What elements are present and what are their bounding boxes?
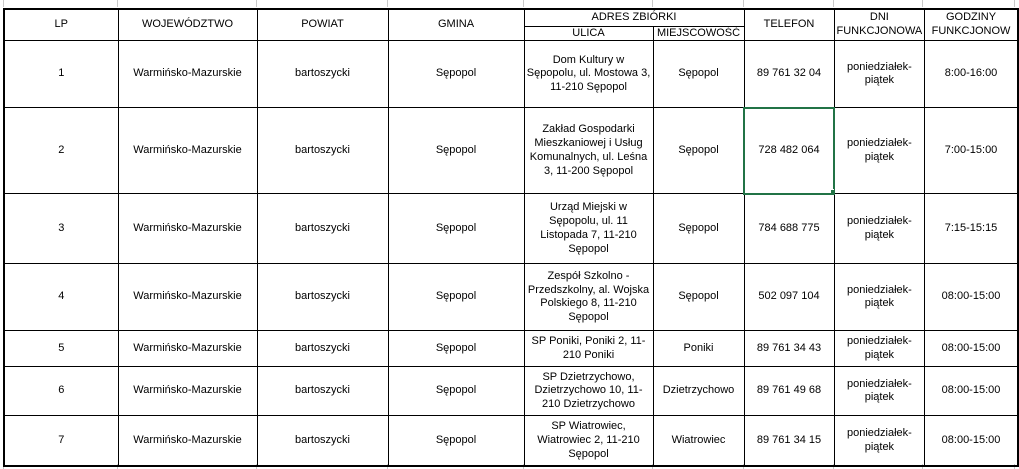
cell-miejscowosc[interactable]: Dzietrzychowo	[653, 367, 744, 416]
table-row	[4, 416, 1018, 466]
cell-miejscowosc[interactable]: Wiatrowiec	[653, 416, 744, 466]
cell-dni[interactable]: poniedziałek-piątek	[834, 367, 925, 416]
cell-ulica[interactable]: SP Poniki, Poniki 2, 11-210 Poniki	[524, 331, 653, 367]
cell-dni[interactable]: poniedziałek-piątek	[834, 108, 925, 194]
cell-powiat[interactable]: bartoszycki	[257, 264, 388, 331]
table-row	[4, 331, 1018, 367]
header-powiat[interactable]: POWIAT	[257, 9, 388, 41]
cell-lp[interactable]: 7	[4, 416, 118, 466]
cell-ulica[interactable]: SP Wiatrowiec, Wiatrowiec 2, 11-210 Sępopol	[524, 416, 653, 466]
header-miejscowosc[interactable]: MIEJSCOWOŚĆ	[653, 26, 744, 41]
cell-ulica[interactable]: Zakład Gospodarki Mieszkaniowej i Usług Komunalnych, ul. Leśna 3, 11-200 Sępopol	[524, 108, 653, 194]
cell-ulica[interactable]: Urząd Miejski w Sępopolu, ul. 11 Listopada 7, 11-210 Sępopol	[524, 194, 653, 264]
cell-wojewodztwo[interactable]: Warmińsko-Mazurskie	[118, 41, 257, 108]
cell-gmina[interactable]: Sępopol	[388, 331, 524, 367]
cell-dni[interactable]: poniedziałek-piątek	[834, 331, 925, 367]
cell-lp[interactable]: 3	[4, 194, 118, 264]
cell-godziny[interactable]: 08:00-15:00	[925, 264, 1018, 331]
cell-ulica[interactable]: Dom Kultury w Sępopolu, ul. Mostowa 3, 11-210 Sępopol	[524, 41, 653, 108]
cell-godziny[interactable]: 7:15-15:15	[925, 194, 1018, 264]
header-row	[4, 9, 1018, 26]
cell-lp[interactable]: 6	[4, 367, 118, 416]
cell-lp[interactable]: 1	[4, 41, 118, 108]
cell-telefon[interactable]: 89 761 49 68	[744, 367, 834, 416]
table-row	[4, 41, 1018, 108]
cell-wojewodztwo[interactable]: Warmińsko-Mazurskie	[118, 264, 257, 331]
cell-gmina[interactable]: Sępopol	[388, 194, 524, 264]
header-gmina[interactable]: GMINA	[388, 9, 524, 41]
selected-cell-value: 728 482 064	[758, 143, 820, 156]
header-lp[interactable]: LP	[4, 9, 118, 41]
cell-telefon[interactable]: 89 761 34 43	[744, 331, 834, 367]
gridline-stubs-top	[0, 0, 1016, 7]
cell-miejscowosc[interactable]: Sępopol	[653, 108, 744, 194]
header-telefon[interactable]: TELEFON	[744, 9, 834, 41]
selection-fill-handle[interactable]	[830, 189, 835, 194]
cell-miejscowosc[interactable]: Poniki	[653, 331, 744, 367]
cell-godziny[interactable]: 8:00-16:00	[925, 41, 1018, 108]
cell-wojewodztwo[interactable]: Warmińsko-Mazurskie	[118, 331, 257, 367]
cell-powiat[interactable]: bartoszycki	[257, 108, 388, 194]
cell-lp[interactable]: 5	[4, 331, 118, 367]
cell-powiat[interactable]: bartoszycki	[257, 416, 388, 466]
cell-telefon[interactable]: 502 097 104	[744, 264, 834, 331]
cell-gmina[interactable]: Sępopol	[388, 264, 524, 331]
cell-powiat[interactable]: bartoszycki	[257, 194, 388, 264]
cell-telefon[interactable]: 89 761 34 15	[744, 416, 834, 466]
table-row	[4, 194, 1018, 264]
cell-gmina[interactable]: Sępopol	[388, 41, 524, 108]
cell-powiat[interactable]: bartoszycki	[257, 331, 388, 367]
header-ulica[interactable]: ULICA	[524, 26, 653, 41]
cell-godziny[interactable]: 08:00-15:00	[925, 367, 1018, 416]
cell-godziny[interactable]: 08:00-15:00	[925, 416, 1018, 466]
cell-miejscowosc[interactable]: Sępopol	[653, 41, 744, 108]
cell-gmina[interactable]: Sępopol	[388, 367, 524, 416]
cell-godziny[interactable]: 7:00-15:00	[925, 108, 1018, 194]
table-row	[4, 108, 1018, 194]
cell-wojewodztwo[interactable]: Warmińsko-Mazurskie	[118, 108, 257, 194]
collection-points-table	[3, 8, 1019, 467]
cell-dni[interactable]: poniedziałek-piątek	[834, 194, 925, 264]
cell-wojewodztwo[interactable]: Warmińsko-Mazurskie	[118, 367, 257, 416]
selected-cell-telefon[interactable]	[744, 108, 834, 194]
cell-miejscowosc[interactable]: Sępopol	[653, 264, 744, 331]
cell-wojewodztwo[interactable]: Warmińsko-Mazurskie	[118, 194, 257, 264]
header-dni-funkcjonowania[interactable]: DNI FUNKCJONOWA	[834, 9, 925, 41]
table-row	[4, 264, 1018, 331]
cell-powiat[interactable]: bartoszycki	[257, 41, 388, 108]
cell-godziny[interactable]: 08:00-15:00	[925, 331, 1018, 367]
cell-powiat[interactable]: bartoszycki	[257, 367, 388, 416]
table-row	[4, 367, 1018, 416]
cell-gmina[interactable]: Sępopol	[388, 416, 524, 466]
header-wojewodztwo[interactable]: WOJEWÓDZTWO	[118, 9, 257, 41]
header-godziny-funkcjonowania[interactable]: GODZINY FUNKCJONOW	[925, 9, 1018, 41]
cell-dni[interactable]: poniedziałek-piątek	[834, 264, 925, 331]
header-adres-zbiorki[interactable]: ADRES ZBIÓRKI	[524, 9, 744, 26]
cell-dni[interactable]: poniedziałek-piątek	[834, 41, 925, 108]
cell-telefon[interactable]: 89 761 32 04	[744, 41, 834, 108]
cell-gmina[interactable]: Sępopol	[388, 108, 524, 194]
cell-lp[interactable]: 2	[4, 108, 118, 194]
cell-ulica[interactable]: SP Dzietrzychowo, Dzietrzychowo 10, 11-210 Dzietrzychowo	[524, 367, 653, 416]
cell-miejscowosc[interactable]: Sępopol	[653, 194, 744, 264]
cell-ulica[interactable]: Zespół Szkolno - Przedszkolny, al. Wojska Polskiego 8, 11-210 Sępopol	[524, 264, 653, 331]
cell-telefon[interactable]: 784 688 775	[744, 194, 834, 264]
cell-wojewodztwo[interactable]: Warmińsko-Mazurskie	[118, 416, 257, 466]
cell-lp[interactable]: 4	[4, 264, 118, 331]
cell-dni[interactable]: poniedziałek-piątek	[834, 416, 925, 466]
